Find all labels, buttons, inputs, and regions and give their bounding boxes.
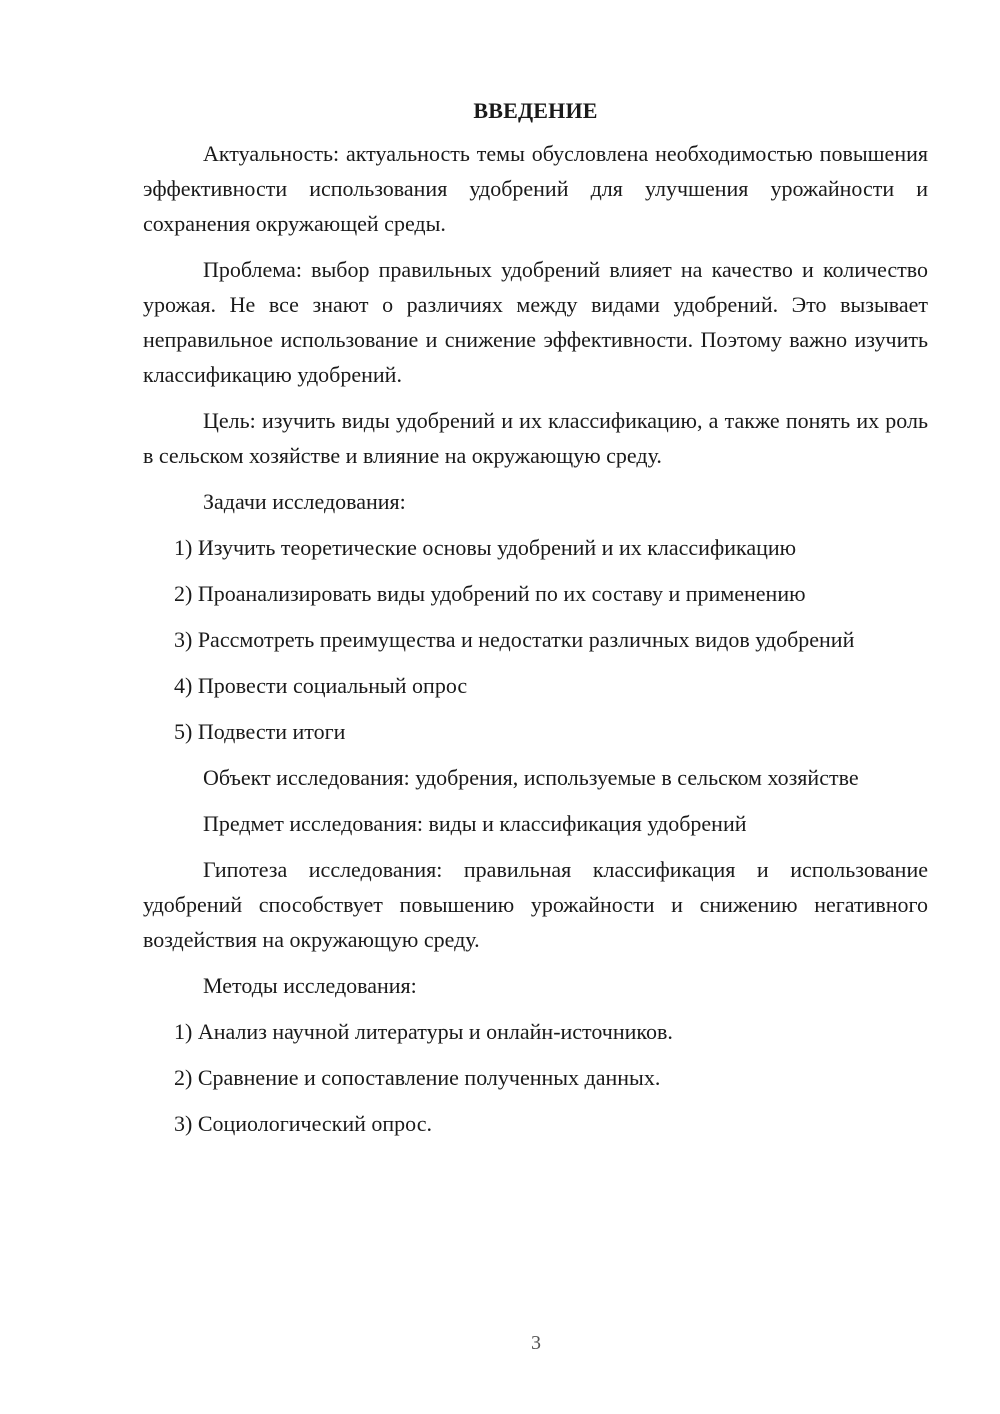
object-paragraph: Объект исследования: удобрения, используемые в сельском хозяйстве xyxy=(203,765,859,790)
subject-paragraph: Предмет исследования: виды и классификация удобрений xyxy=(203,811,747,836)
method-item: 1) Анализ научной литературы и онлайн-источников. xyxy=(174,1019,673,1044)
page-number: 3 xyxy=(531,1332,541,1354)
task-item: 1) Изучить теоретические основы удобрений и их классификацию xyxy=(174,535,797,560)
problem-paragraph: Проблема: выбор правильных удобрений влияет на качество и количество урожая. Не все знают о различиях между видами удобрений. Это вызывает неправильное использование и снижение эффективности. Поэтому важно изучить классификацию удобрений. xyxy=(143,257,928,387)
hypothesis-paragraph: Гипотеза исследования: правильная классификация и использование удобрений способствует повышению урожайности и снижению негативного воздействия на окружающую среду. xyxy=(143,857,928,952)
task-item: 5) Подвести итоги xyxy=(174,719,346,744)
methods-heading: Методы исследования: xyxy=(203,973,417,998)
method-item: 3) Социологический опрос. xyxy=(174,1111,432,1136)
task-item: 3) Рассмотреть преимущества и недостатки различных видов удобрений xyxy=(174,627,855,652)
relevance-paragraph: Актуальность: актуальность темы обусловлена необходимостью повышения эффективности использования удобрений для улучшения урожайности и сохранения окружающей среды. xyxy=(143,141,928,236)
goal-paragraph: Цель: изучить виды удобрений и их классификацию, а также понять их роль в сельском хозяйстве и влияние на окружающую среду. xyxy=(143,408,928,468)
tasks-heading: Задачи исследования: xyxy=(203,489,406,514)
task-item: 4) Провести социальный опрос xyxy=(174,673,468,698)
task-item: 2) Проанализировать виды удобрений по их составу и применению xyxy=(174,581,806,606)
document-page xyxy=(143,96,928,1152)
section-title: ВВЕДЕНИЕ xyxy=(473,98,598,123)
method-item: 2) Сравнение и сопоставление полученных данных. xyxy=(174,1065,661,1090)
